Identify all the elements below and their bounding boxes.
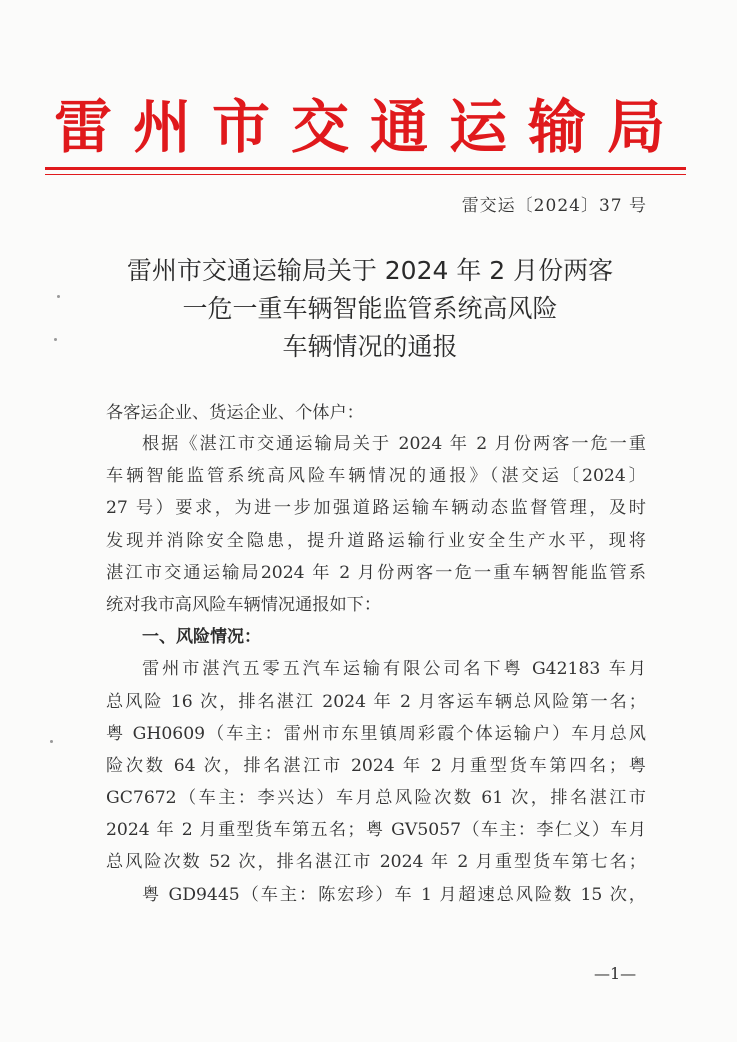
paragraph-line: 总风险次数 52 次，排名湛江市 2024 年 2 月重型货车第七名； [106, 852, 646, 873]
paragraph-line: 发现并消除安全隐患，提升道路运输行业安全生产水平，现将 [106, 530, 646, 551]
letterhead-rule-thin [45, 174, 686, 175]
document-title-line-3: 车辆情况的通报 [282, 332, 458, 361]
page-number: —1— [594, 964, 637, 983]
body-paragraph-1 [106, 428, 646, 911]
document-title-line-1: 雷州市交通运输局关于 2024 年 2 月份两客 [126, 256, 614, 285]
scan-speck [50, 740, 53, 743]
paragraph-line: 粤 GH0609（车主：雷州市东里镇周彩霞个体运输户）车月总风 [106, 723, 646, 744]
document-number: 雷交运〔2024〕37 号 [461, 196, 647, 216]
salutation: 各客运企业、货运企业、个体户： [106, 403, 364, 423]
paragraph-line: 统对我市高风险车辆情况通报如下： [106, 594, 382, 615]
paragraph-line: 湛江市交通运输局2024 年 2 月份两客一危一重车辆智能监管系 [106, 562, 646, 583]
section-heading-risk: 一、风险情况： [142, 627, 261, 648]
paragraph-line: 车辆智能监管系统高风险车辆情况的通报》（湛交运〔2024〕 [106, 466, 646, 487]
paragraph-line: 根据《湛江市交通运输局关于 2024 年 2 月份两客一危一重 [142, 434, 646, 454]
paragraph-line: 总风险 16 次，排名湛江 2024 年 2 月客运车辆总风险第一名； [106, 691, 646, 712]
scan-speck [57, 295, 60, 298]
paragraph-line: 险次数 64 次，排名湛江市 2024 年 2 月重型货车第四名；粤 [106, 755, 646, 776]
document-title-line-2: 一危一重车辆智能监管系统高风险 [182, 294, 558, 323]
letterhead-title: 雷州市交通运输局 [53, 93, 686, 161]
letterhead-rule-thick [45, 167, 686, 170]
paragraph-line: 雷州市湛汽五零五汽车运输有限公司名下粤 G42183 车月 [142, 659, 646, 680]
paragraph-line: 27 号）要求，为进一步加强道路运输车辆动态监督管理，及时 [106, 498, 646, 519]
paragraph-line: 2024 年 2 月重型货车第五名；粤 GV5057（车主：李仁义）车月 [106, 820, 646, 841]
paragraph-line: 粤 GD9445（车主：陈宏珍）车 1 月超速总风险数 15 次， [142, 884, 646, 905]
scan-speck [54, 338, 57, 341]
document-title [60, 252, 680, 366]
paragraph-line: GC7672（车主：李兴达）车月总风险次数 61 次，排名湛江市 [106, 788, 646, 809]
